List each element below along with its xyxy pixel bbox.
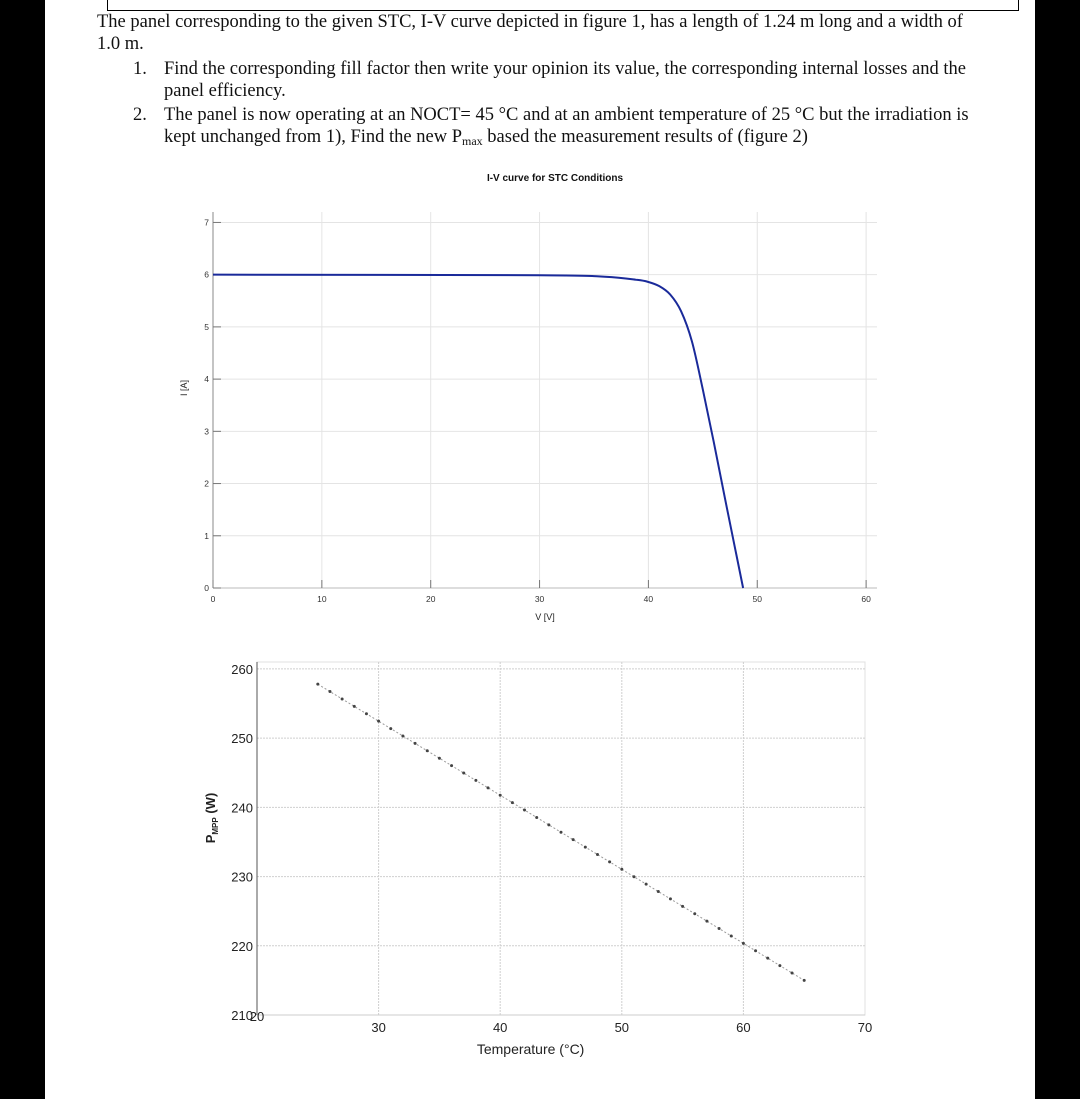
pmpp-point [353, 705, 356, 708]
pmpp-point [608, 860, 611, 863]
y-axis-label: I [A] [179, 379, 189, 397]
pmpp-point [316, 683, 319, 686]
question-1 [133, 58, 993, 102]
x-tick-label: 70 [857, 1020, 873, 1035]
pmpp-point [584, 846, 587, 849]
pmpp-point [742, 942, 745, 945]
y-tick-label: 260 [231, 661, 253, 677]
pmpp-point [341, 697, 344, 700]
y-tick-label: 250 [231, 731, 253, 747]
y-tick-label: 230 [231, 869, 253, 885]
x-tick-label: 20 [425, 594, 436, 604]
x-tick-label: 40 [643, 594, 654, 604]
pmpp-point [632, 875, 635, 878]
pmpp-point [560, 831, 563, 834]
y-tick-label: 240 [231, 800, 253, 816]
x-tick-label: 50 [752, 594, 762, 604]
x-tick-label: 0 [210, 594, 216, 604]
pmpp-point [426, 749, 429, 752]
y-tick-label: 210 [231, 1008, 253, 1023]
pmpp-point [572, 838, 575, 841]
chart-title: I-V curve for STC Conditions [486, 173, 624, 184]
pmpp-point [693, 912, 696, 915]
x-tick-label: 30 [371, 1020, 386, 1035]
pmpp-point [778, 964, 781, 967]
pmpp-point [462, 772, 465, 775]
question-2 [133, 104, 993, 152]
pmpp-point [803, 979, 806, 982]
question-list [133, 58, 993, 154]
x-tick-label: 60 [861, 594, 871, 604]
pmpp-point [669, 897, 672, 900]
pmpp-point [328, 690, 331, 693]
x-tick-label: 20 [249, 1009, 265, 1024]
pmpp-point [474, 779, 477, 782]
pmpp-point [657, 890, 660, 893]
y-tick-label: 5 [204, 321, 209, 332]
pmpp-point [730, 934, 733, 937]
pmpp-point [438, 757, 441, 760]
question-2-text-after: based the measurement results of (figure 2) [482, 127, 808, 147]
question-1-number: 1. [133, 59, 147, 79]
pmpp-point [499, 794, 502, 797]
pmpp-point [645, 883, 648, 886]
y-tick-label: 220 [231, 938, 253, 954]
y-tick-label: 0 [204, 583, 209, 593]
pmpp-point [766, 957, 769, 960]
pmpp-point [511, 801, 514, 804]
pmpp-point [523, 809, 526, 812]
y-axis-label [203, 793, 220, 844]
y-axis-label-unit: (W) [203, 792, 218, 818]
x-tick-label: 40 [492, 1020, 508, 1035]
pmpp-point [547, 823, 550, 826]
y-tick-label: 2 [204, 478, 209, 489]
y-tick-label: 1 [204, 530, 209, 541]
pmpp-point [535, 816, 538, 819]
y-axis-label-sub: MPP [211, 817, 220, 835]
x-tick-label: 10 [317, 594, 327, 604]
pmpp-point [365, 712, 368, 715]
pmpp-point [414, 742, 417, 745]
pmpp-point [620, 868, 623, 871]
intro-paragraph: The panel corresponding to the given STC, I-V curve depicted in figure 1, has a length of 1.24 m long and a width of 1.0 m. [97, 12, 963, 54]
document-page [45, 0, 1035, 1099]
y-tick-label: 6 [204, 269, 209, 280]
x-tick-label: 30 [534, 594, 545, 604]
question-1-text: Find the corresponding fill factor then write your opinion its value, the corresponding internal losses and the panel efficiency. [164, 59, 966, 101]
pmpp-point [718, 927, 721, 930]
y-tick-label: 4 [204, 374, 209, 385]
x-tick-label: 50 [614, 1020, 630, 1035]
table-border-top [107, 0, 1019, 11]
pmpp-point [389, 727, 392, 730]
question-2-number: 2. [133, 105, 147, 125]
iv-curve-chart [45, 160, 1035, 640]
pmpp-point [401, 734, 404, 737]
pmpp-point [754, 949, 757, 952]
pmpp-point [791, 971, 794, 974]
y-axis-label-main: P [203, 834, 218, 844]
x-axis-label: Temperature (°C) [476, 1041, 585, 1057]
pmpp-point [450, 764, 453, 767]
pmpp-point [681, 905, 684, 908]
y-tick-label: 7 [204, 217, 209, 228]
plot-frame [257, 662, 865, 1015]
pmpp-point [705, 920, 708, 923]
question-2-text-before: The panel is now operating at an NOCT= 45 °C and at an ambient temperature of 25 °C but the irradiation is kept unchanged from 1), Find the new P [164, 105, 969, 147]
x-axis-label: V [V] [535, 612, 555, 622]
question-2-subscript: max [462, 134, 483, 148]
pmpp-temperature-chart [45, 650, 1035, 1070]
pmpp-point [596, 853, 599, 856]
pmpp-point [487, 786, 490, 789]
y-tick-label: 3 [204, 426, 209, 437]
pmpp-point [377, 720, 380, 723]
x-tick-label: 60 [736, 1020, 751, 1035]
